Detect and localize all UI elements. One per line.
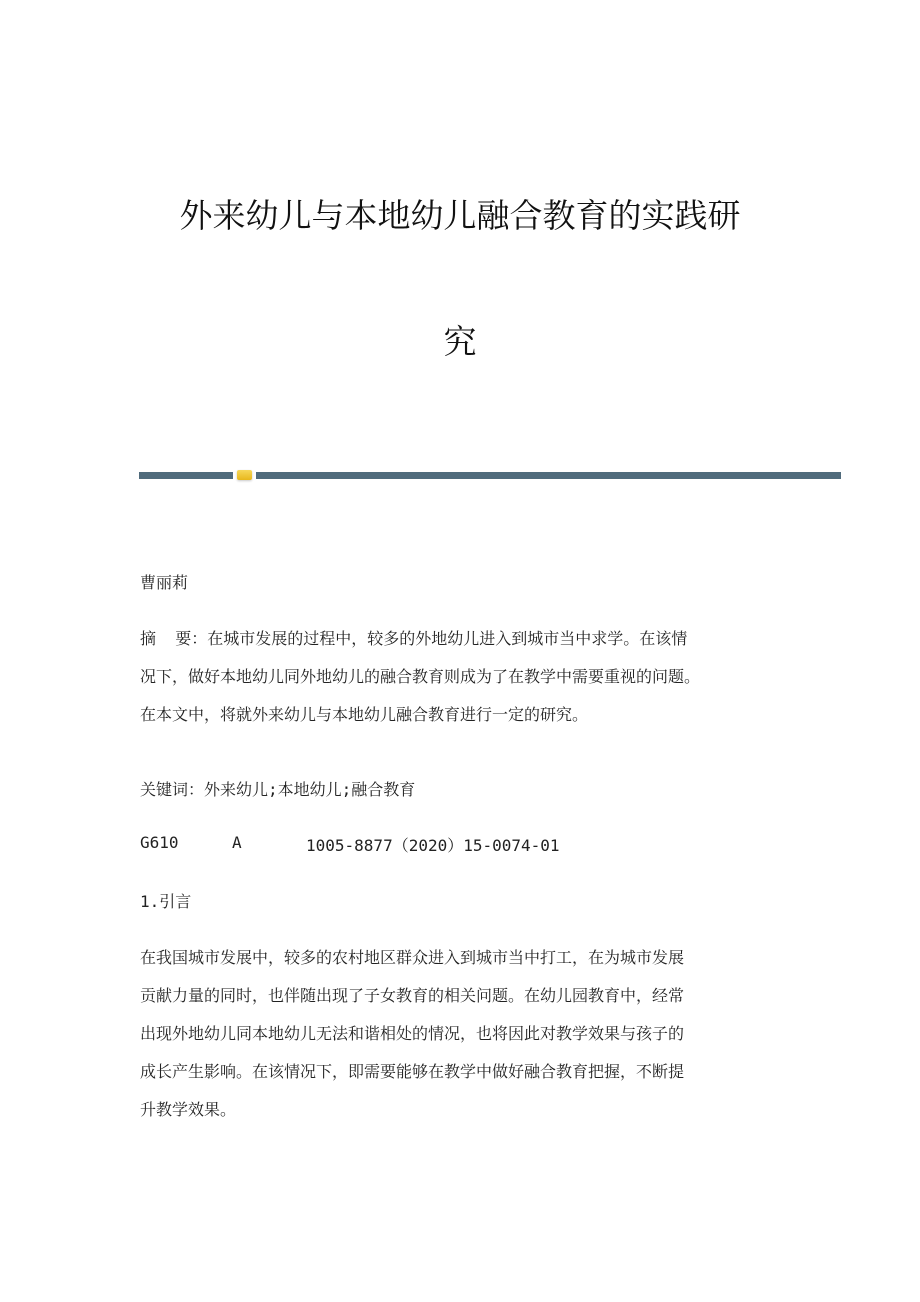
abstract-line: 况下，做好本地幼儿同外地幼儿的融合教育则成为了在教学中需要重视的问题。: [140, 667, 701, 686]
abstract-line: 摘 要：在城市发展的过程中，较多的外地幼儿进入到城市当中求学。在该情: [140, 629, 688, 648]
article-id: 1005-8877（2020）15-0074-01: [306, 836, 560, 855]
paragraph-line: 出现外地幼儿同本地幼儿无法和谐相处的情况，也将因此对教学效果与孩子的: [140, 1024, 685, 1043]
title-line-2: 究: [443, 322, 477, 361]
title-line-1: 外来幼儿与本地幼儿融合教育的实践研: [179, 196, 741, 235]
section-heading: 1.引言: [140, 892, 192, 911]
divider-left: [139, 472, 233, 479]
abstract-line: 在本文中，将就外来幼儿与本地幼儿融合教育进行一定的研究。: [140, 705, 589, 724]
document-code: A: [232, 833, 242, 852]
clc-number: G610: [140, 833, 179, 852]
paragraph-line: 在我国城市发展中，较多的农村地区群众进入到城市当中打工，在为城市发展: [140, 948, 685, 967]
paragraph-line: 成长产生影响。在该情况下，即需要能够在教学中做好融合教育把握，不断提: [140, 1062, 685, 1081]
keywords: 关键词：外来幼儿;本地幼儿;融合教育: [140, 780, 416, 799]
author: 曹丽莉: [140, 573, 189, 592]
divider-right: [256, 472, 841, 479]
paragraph-line: 升教学效果。: [140, 1100, 237, 1119]
paragraph-line: 贡献力量的同时，也伴随出现了子女教育的相关问题。在幼儿园教育中，经常: [140, 986, 685, 1005]
divider-badge-icon: [237, 470, 252, 480]
